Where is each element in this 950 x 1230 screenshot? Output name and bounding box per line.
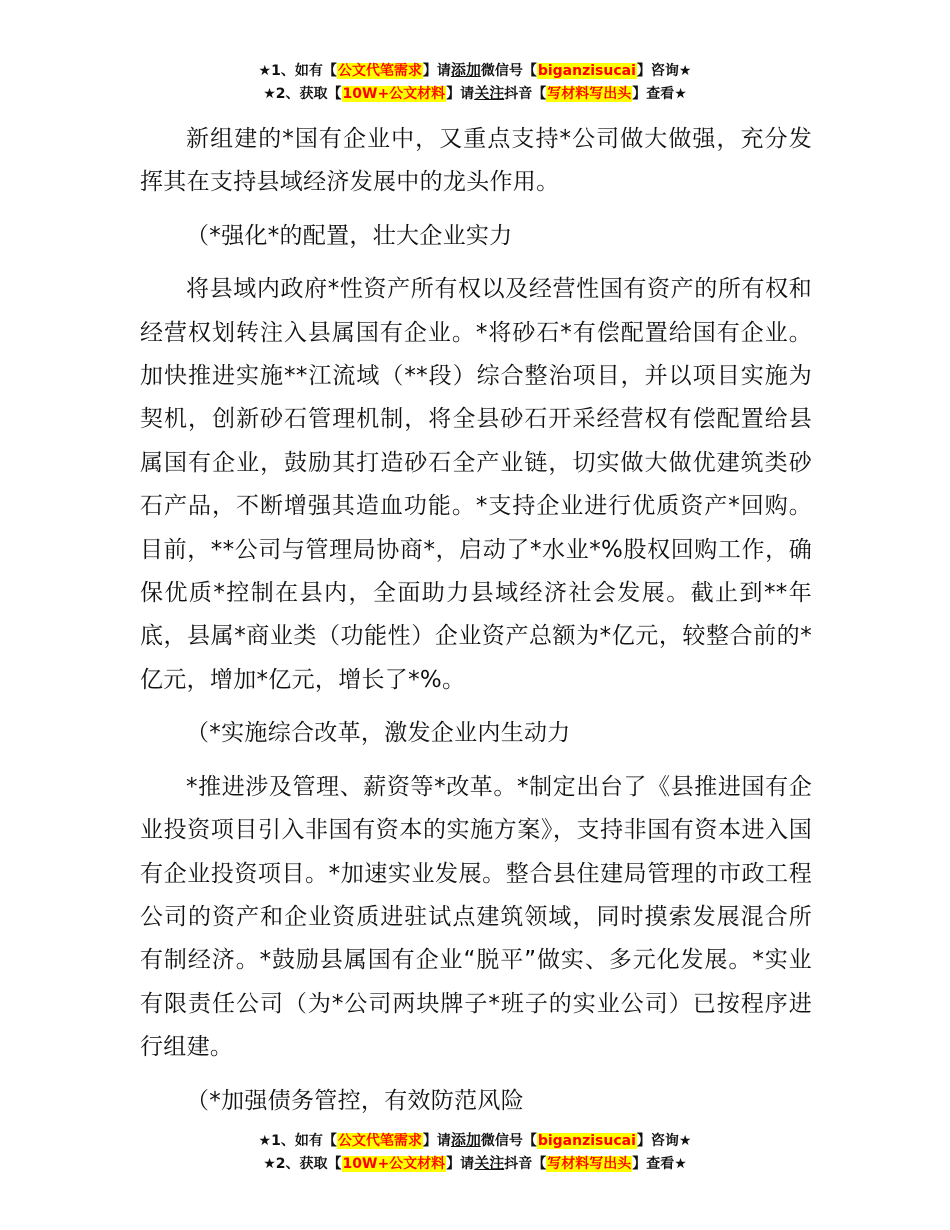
banner-line-2 xyxy=(0,1152,950,1175)
banner-text: 微信号【 xyxy=(480,63,537,79)
banner-text: 微信号【 xyxy=(480,1133,537,1149)
banner-line-1 xyxy=(0,59,950,82)
banner-text: 】咨询★ xyxy=(636,1133,692,1149)
banner-highlight: 公文代笔需求 xyxy=(337,63,422,79)
section-heading: （*加强债务管控，有效防范风险 xyxy=(186,1087,524,1114)
banner-highlight: 公文代笔需求 xyxy=(337,1133,422,1149)
banner-highlight: 写材料写出头 xyxy=(547,86,632,102)
banner-text: 】请 xyxy=(422,63,451,79)
banner-text: 抖音【 xyxy=(504,86,547,102)
banner-emphasis: 添加 xyxy=(450,61,481,79)
paragraph: 将县域内政府*性资产所有权以及经营性国有资产的所有权和经营权划转注入县属国有企业。*将砂石*有偿配置给国有企业。加快推进实施**江流域（**段）综合整治项目，并以项目实施为契机，创新砂石管理机制，将全县砂石开采经营权有偿配置给县属国有企业，鼓励其打造砂石全产业链，切实做大做优建筑类砂石产品，不断增强其造血功能。*支持企业进行优质资产*回购。目前，**公司与管理局协商*，启动了*水业*%股权回购工作，确保优质*控制在县内，全面助力县域经济社会发展。截止到**年底，县属*商业类（功能性）企业资产总额为*亿元，较整合前的*亿元，增加*亿元，增长了*%。 xyxy=(140,276,812,693)
banner-text: ★2、获取【 xyxy=(263,86,342,102)
banner-text: 】查看★ xyxy=(632,86,687,102)
paragraph: 新组建的*国有企业中，又重点支持*公司做大做强，充分发挥其在支持县域经济发展中的龙头作用。 xyxy=(140,126,812,196)
banner-emphasis: 关注 xyxy=(474,84,505,102)
banner-highlight: biganzisucai xyxy=(537,63,636,79)
paragraph: *推进涉及管理、薪资等*改革。*制定出台了《县推进国有企业投资项目引入非国有资本的实施方案》，支持非国有资本进入国有企业投资项目。*加速实业发展。整合县住建局管理的市政工程公司的资产和企业资质进驻试点建筑领域，同时摸索发展混合所有制经济。*鼓励县属国有企业“脱平”做实、多元化发展。*实业有限责任公司（为*公司两块牌子*班子的实业公司）已按程序进行组建。 xyxy=(140,773,812,1061)
footer-banner xyxy=(0,1129,950,1175)
document-body xyxy=(140,118,812,1123)
banner-highlight: 10W+公文材料 xyxy=(342,1156,446,1172)
banner-emphasis: 添加 xyxy=(450,1131,481,1149)
banner-highlight: 写材料写出头 xyxy=(547,1156,632,1172)
banner-text: 】请 xyxy=(422,1133,451,1149)
banner-emphasis: 关注 xyxy=(474,1154,505,1172)
banner-text: 】请 xyxy=(446,86,475,102)
banner-highlight: 10W+公文材料 xyxy=(342,86,446,102)
header-banner xyxy=(0,59,950,105)
banner-line-1 xyxy=(0,1129,950,1152)
section-heading: （*实施综合改革，激发企业内生动力 xyxy=(186,720,571,747)
banner-text: ★2、获取【 xyxy=(263,1156,342,1172)
banner-text: 抖音【 xyxy=(504,1156,547,1172)
banner-text: ★1、如有【 xyxy=(258,63,337,79)
banner-text: ★1、如有【 xyxy=(258,1133,337,1149)
banner-text: 】查看★ xyxy=(632,1156,687,1172)
banner-text: 】咨询★ xyxy=(636,63,692,79)
banner-line-2 xyxy=(0,82,950,105)
banner-text: 】请 xyxy=(446,1156,475,1172)
banner-highlight: biganzisucai xyxy=(537,1133,636,1149)
section-heading: （*强化*的配置，壮大企业实力 xyxy=(186,222,513,249)
